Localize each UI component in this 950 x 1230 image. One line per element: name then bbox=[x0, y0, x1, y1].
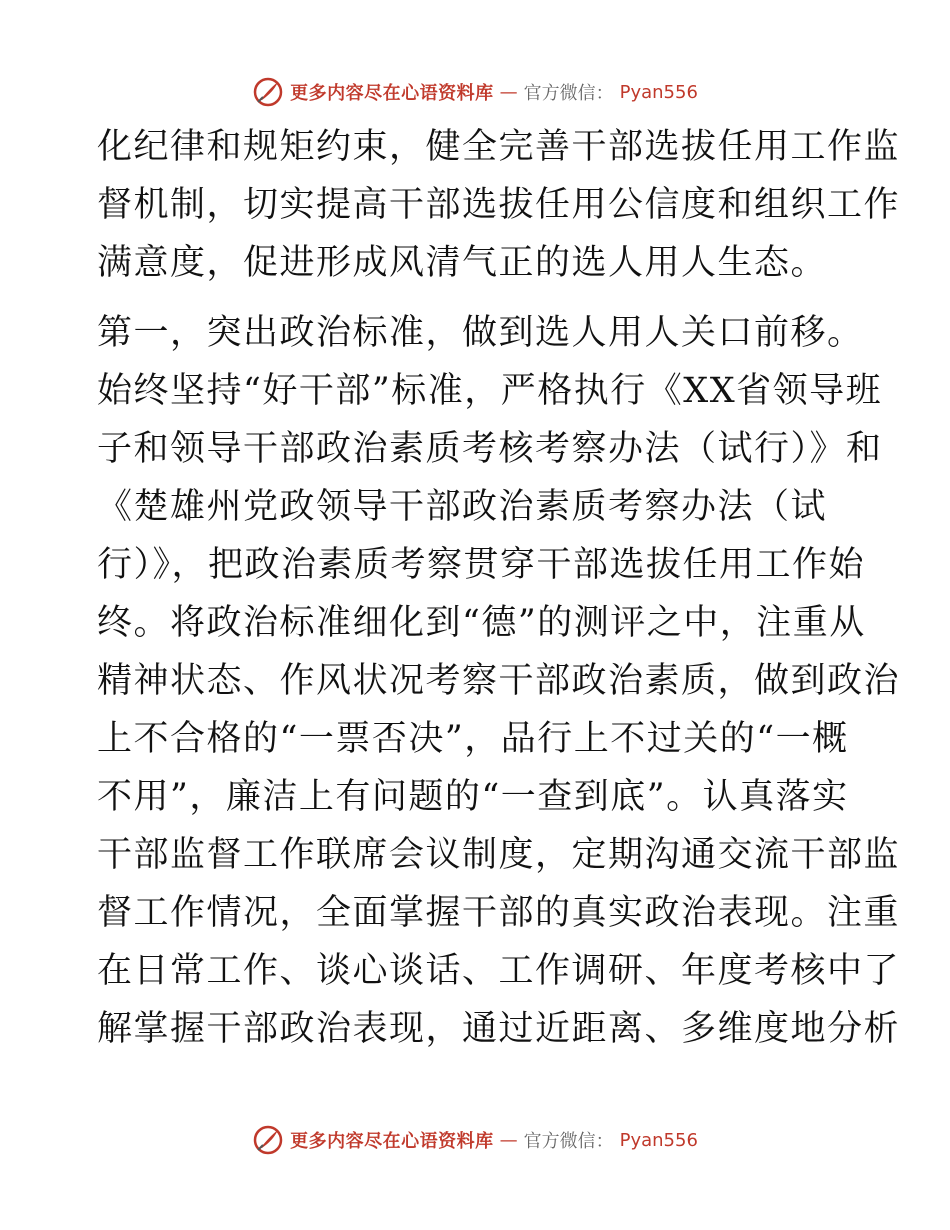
text-line: 督机制，切实提高干部选拔任用公信度和组织工作 bbox=[97, 185, 901, 225]
watermark-header bbox=[0, 72, 950, 112]
watermark-id: Pyan556 bbox=[619, 1129, 698, 1151]
text-line: 满意度，促进形成风清气正的选人用人生态。 bbox=[97, 243, 828, 283]
paragraph-2 bbox=[97, 304, 901, 1058]
text-line: 子和领导干部政治素质考核考察办法（试行）》和 bbox=[97, 429, 883, 469]
text-line: 精神状态、作风状况考察干部政治素质，做到政治 bbox=[97, 661, 901, 701]
text-line: 行）》，把政治素质考察贯穿干部选拔任用工作始 bbox=[97, 545, 866, 585]
watermark-mid: 官方微信： bbox=[523, 83, 614, 104]
watermark-dash: — bbox=[499, 81, 518, 103]
watermark-footer bbox=[0, 1120, 950, 1160]
text-line: 上不合格的“一票否决”，品行上不过关的“一概 bbox=[97, 719, 849, 759]
text-line: 第一，突出政治标准，做到选人用人关口前移。 bbox=[97, 313, 864, 353]
watermark-mid: 官方微信： bbox=[523, 1131, 614, 1152]
quill-logo-icon bbox=[252, 76, 284, 108]
watermark-id: Pyan556 bbox=[619, 81, 698, 103]
text-line: 《楚雄州党政领导干部政治素质考察办法（试 bbox=[97, 487, 828, 527]
document-body bbox=[97, 118, 901, 1058]
text-line: 干部监督工作联席会议制度，定期沟通交流干部监 bbox=[97, 835, 901, 875]
watermark-dash: — bbox=[499, 1129, 518, 1151]
paragraph-1 bbox=[97, 118, 901, 292]
text-line: 化纪律和规矩约束，健全完善干部选拔任用工作监 bbox=[97, 127, 901, 167]
text-line: 在日常工作、谈心谈话、工作调研、年度考核中了 bbox=[97, 951, 901, 991]
text-line: 终。将政治标准细化到“德”的测评之中，注重从 bbox=[97, 603, 866, 643]
text-line: 督工作情况，全面掌握干部的真实政治表现。注重 bbox=[97, 893, 901, 933]
text-line: 解掌握干部政治表现，通过近距离、多维度地分析 bbox=[97, 1009, 901, 1049]
watermark-prefix: 更多内容尽在心语资料库 bbox=[290, 83, 494, 104]
watermark-prefix: 更多内容尽在心语资料库 bbox=[290, 1131, 494, 1152]
text-line: 始终坚持“好干部”标准，严格执行《XX省领导班 bbox=[97, 371, 883, 411]
quill-logo-icon bbox=[252, 1124, 284, 1156]
text-line: 不用”，廉洁上有问题的“一查到底”。认真落实 bbox=[97, 777, 849, 817]
